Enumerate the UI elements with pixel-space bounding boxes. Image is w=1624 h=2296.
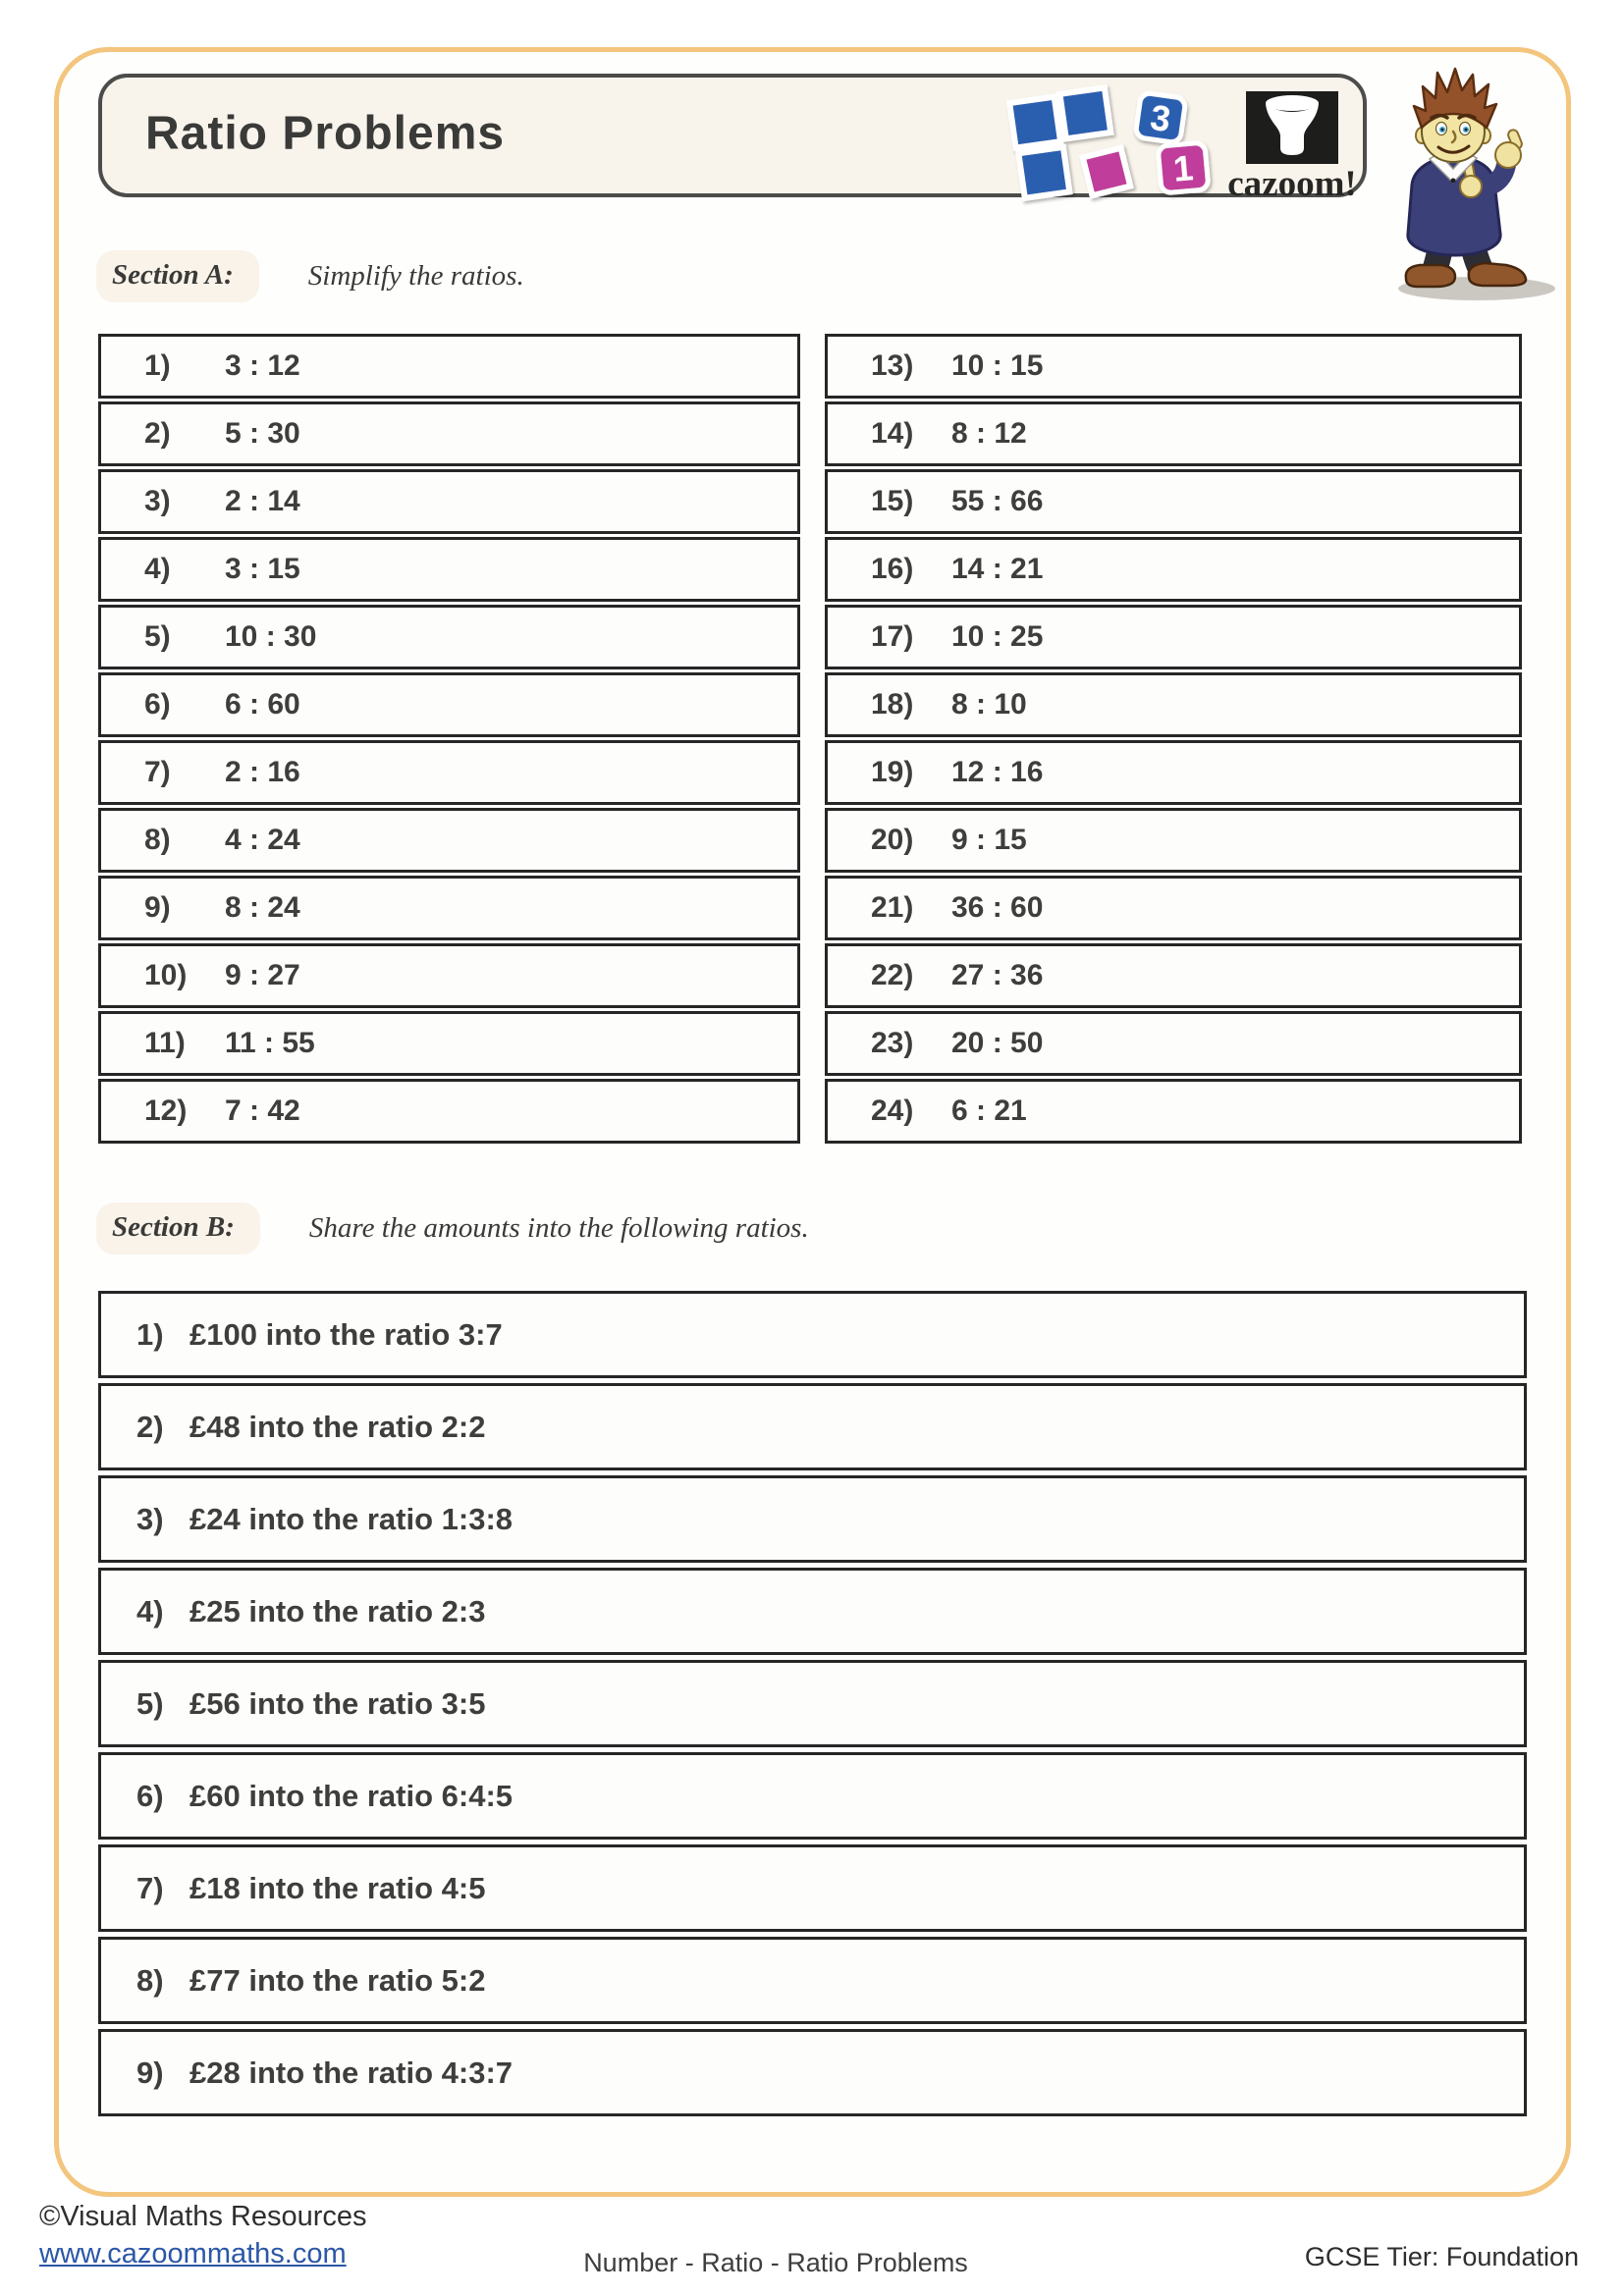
problem-ratio: 6 : 21 bbox=[951, 1095, 1027, 1127]
problem-row bbox=[825, 334, 1522, 399]
problem-row bbox=[98, 1937, 1527, 2024]
problem-row bbox=[98, 1011, 800, 1076]
problem-row bbox=[825, 1011, 1522, 1076]
problem-row bbox=[98, 334, 800, 399]
problem-number: 6) bbox=[144, 688, 171, 721]
problem-number: 6) bbox=[136, 1778, 164, 1813]
problem-number: 12) bbox=[144, 1095, 188, 1127]
problem-number: 4) bbox=[136, 1593, 164, 1629]
problem-text: £77 into the ratio 5:2 bbox=[189, 1962, 486, 1998]
page-title: Ratio Problems bbox=[145, 107, 506, 160]
problem-ratio: 9 : 27 bbox=[225, 959, 300, 991]
problem-ratio: 3 : 15 bbox=[225, 553, 300, 585]
number-tile-3 bbox=[1135, 92, 1186, 143]
problem-row bbox=[825, 469, 1522, 534]
problem-row bbox=[98, 1475, 1527, 1563]
problem-number: 9) bbox=[136, 2055, 164, 2090]
problem-row bbox=[98, 1291, 1527, 1378]
problem-ratio: 8 : 12 bbox=[951, 417, 1027, 450]
problem-number: 13) bbox=[871, 349, 914, 382]
problem-number: 18) bbox=[871, 688, 914, 721]
problem-row bbox=[825, 537, 1522, 602]
problem-row bbox=[98, 740, 800, 805]
problem-ratio: 10 : 25 bbox=[951, 620, 1044, 653]
problem-number: 19) bbox=[871, 756, 914, 788]
problem-row bbox=[98, 2029, 1527, 2116]
problem-row bbox=[98, 401, 800, 466]
problem-ratio: 20 : 50 bbox=[951, 1027, 1044, 1059]
problem-text: £48 into the ratio 2:2 bbox=[189, 1409, 486, 1444]
copyright-text: ©Visual Maths Resources bbox=[39, 2201, 367, 2232]
svg-text:1: 1 bbox=[1171, 147, 1195, 189]
problem-row bbox=[825, 672, 1522, 737]
problem-row bbox=[825, 401, 1522, 466]
problem-ratio: 27 : 36 bbox=[951, 959, 1044, 991]
problem-ratio: 36 : 60 bbox=[951, 891, 1044, 924]
problem-number: 11) bbox=[144, 1027, 186, 1059]
problem-row bbox=[825, 740, 1522, 805]
problem-number: 16) bbox=[871, 553, 914, 585]
footer-tier: GCSE Tier: Foundation bbox=[1304, 2242, 1579, 2271]
problem-number: 10) bbox=[144, 959, 188, 991]
problem-row bbox=[98, 943, 800, 1008]
problem-number: 17) bbox=[871, 620, 914, 653]
problem-row bbox=[98, 876, 800, 940]
problem-ratio: 55 : 66 bbox=[951, 485, 1044, 517]
problem-row bbox=[98, 1752, 1527, 1840]
problem-ratio: 11 : 55 bbox=[225, 1027, 315, 1059]
problem-ratio: 9 : 15 bbox=[951, 824, 1027, 856]
problem-ratio: 8 : 10 bbox=[951, 688, 1027, 721]
problem-number: 21) bbox=[871, 891, 914, 924]
section-a-right-column bbox=[825, 334, 1522, 1147]
footer-topic: Number - Ratio - Ratio Problems bbox=[583, 2248, 968, 2277]
problem-number: 4) bbox=[144, 553, 171, 585]
problem-text: £25 into the ratio 2:3 bbox=[189, 1593, 486, 1629]
problem-number: 2) bbox=[144, 417, 171, 450]
brand-wordmark: cazoom! bbox=[1227, 164, 1357, 204]
problem-number: 22) bbox=[871, 959, 914, 991]
problem-ratio: 14 : 21 bbox=[951, 553, 1044, 585]
problem-text: £24 into the ratio 1:3:8 bbox=[189, 1501, 514, 1536]
problem-ratio: 6 : 60 bbox=[225, 688, 300, 721]
problem-row bbox=[825, 605, 1522, 669]
problem-row bbox=[825, 1079, 1522, 1144]
problem-number: 3) bbox=[136, 1501, 164, 1536]
problem-number: 5) bbox=[136, 1685, 164, 1721]
problem-number: 5) bbox=[144, 620, 171, 653]
problem-ratio: 10 : 15 bbox=[951, 349, 1044, 382]
problem-row bbox=[825, 876, 1522, 940]
problem-number: 20) bbox=[871, 824, 914, 856]
problem-number: 8) bbox=[144, 824, 171, 856]
problem-ratio: 7 : 42 bbox=[225, 1095, 300, 1127]
drum-icon bbox=[1246, 91, 1338, 164]
problem-number: 15) bbox=[871, 485, 914, 517]
problem-number: 23) bbox=[871, 1027, 914, 1059]
problem-row bbox=[98, 1568, 1527, 1655]
problem-ratio: 8 : 24 bbox=[225, 891, 300, 924]
pink-square-icon bbox=[1083, 148, 1130, 195]
section-b-list bbox=[98, 1291, 1527, 2121]
problem-row bbox=[825, 943, 1522, 1008]
problem-text: £28 into the ratio 4:3:7 bbox=[189, 2055, 514, 2090]
section-a-header bbox=[96, 250, 524, 302]
problem-number: 9) bbox=[144, 891, 171, 924]
problem-row bbox=[825, 808, 1522, 873]
problem-ratio: 5 : 30 bbox=[225, 417, 300, 450]
problem-row bbox=[98, 672, 800, 737]
problem-row bbox=[98, 1844, 1527, 1932]
problem-text: £56 into the ratio 3:5 bbox=[189, 1685, 486, 1721]
problem-ratio: 3 : 12 bbox=[225, 349, 300, 382]
problem-number: 7) bbox=[144, 756, 171, 788]
mascot-boy bbox=[1367, 57, 1624, 302]
problem-ratio: 2 : 16 bbox=[225, 756, 300, 788]
problem-number: 1) bbox=[144, 349, 171, 382]
problem-row bbox=[98, 537, 800, 602]
problem-row bbox=[98, 1383, 1527, 1470]
problem-ratio: 10 : 30 bbox=[225, 620, 317, 653]
problem-text: £100 into the ratio 3:7 bbox=[189, 1316, 503, 1352]
header bbox=[98, 74, 1367, 204]
website-link[interactable]: www.cazoommaths.com bbox=[39, 2238, 347, 2269]
svg-text:3: 3 bbox=[1148, 96, 1173, 140]
thumbs-up-hand bbox=[1495, 129, 1523, 168]
number-tile-1 bbox=[1158, 142, 1209, 193]
cazoom-logo bbox=[1001, 83, 1374, 206]
section-a-label: Section A: bbox=[96, 250, 259, 302]
problem-number: 2) bbox=[136, 1409, 164, 1444]
section-a-left-column bbox=[98, 334, 800, 1147]
problem-ratio: 12 : 16 bbox=[951, 756, 1044, 788]
section-b-header bbox=[96, 1202, 809, 1255]
problem-number: 8) bbox=[136, 1962, 164, 1998]
problem-number: 7) bbox=[136, 1870, 164, 1905]
section-a-instruction: Simplify the ratios. bbox=[307, 260, 524, 292]
problem-row bbox=[98, 1079, 800, 1144]
problem-number: 24) bbox=[871, 1095, 914, 1127]
problem-number: 1) bbox=[136, 1316, 164, 1352]
section-b-instruction: Share the amounts into the following ratios. bbox=[308, 1212, 809, 1244]
problem-number: 3) bbox=[144, 485, 171, 517]
problem-ratio: 4 : 24 bbox=[225, 824, 300, 856]
problem-text: £60 into the ratio 6:4:5 bbox=[189, 1778, 514, 1813]
problem-row bbox=[98, 605, 800, 669]
problem-row bbox=[98, 469, 800, 534]
section-b-label: Section B: bbox=[96, 1202, 260, 1255]
problem-ratio: 2 : 14 bbox=[225, 485, 300, 517]
problem-number: 14) bbox=[871, 417, 914, 450]
problem-text: £18 into the ratio 4:5 bbox=[189, 1870, 486, 1905]
problem-row bbox=[98, 808, 800, 873]
problem-row bbox=[98, 1660, 1527, 1747]
